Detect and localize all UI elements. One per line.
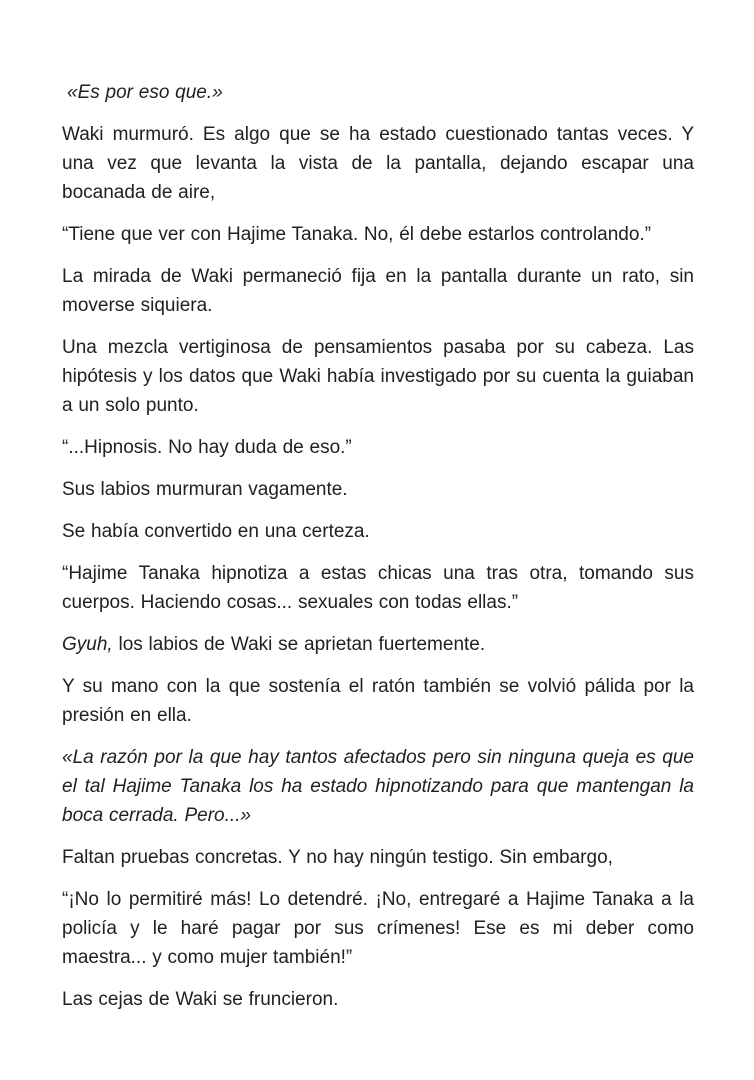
paragraph-narration: Sus labios murmuran vagamente.	[62, 479, 348, 500]
paragraph-narration: Faltan pruebas concretas. Y no hay ningún testigo. Sin embargo,	[62, 847, 613, 868]
paragraph-narration: Las cejas de Waki se fruncieron.	[62, 989, 339, 1010]
paragraph-narration	[62, 630, 694, 659]
paragraph-inner-thought: «Es por eso que.»	[67, 82, 223, 103]
paragraph-dialogue: “...Hipnosis. No hay duda de eso.”	[62, 437, 352, 458]
paragraph-narration: Se había convertido en una certeza.	[62, 521, 370, 542]
paragraph-inner-thought: «La razón por la que hay tantos afectados pero sin ninguna queja es que el tal Hajime Tanaka los ha estado hipnotizando para que mantengan la boca cerrada. Pero...»	[62, 747, 694, 826]
paragraph-dialogue: “Hajime Tanaka hipnotiza a estas chicas una tras otra, tomando sus cuerpos. Haciendo cosas... sexuales con todas ellas.”	[62, 563, 694, 613]
paragraph-narration: Waki murmuró. Es algo que se ha estado cuestionado tantas veces. Y una vez que levanta la vista de la pantalla, dejando escapar una bocanada de aire,	[62, 124, 694, 203]
paragraph-dialogue: “¡No lo permitiré más! Lo detendré. ¡No, entregaré a Hajime Tanaka a la policía y le haré pagar por sus crímenes! Ese es mi deber como maestra... y como mujer también!”	[62, 889, 694, 968]
paragraph-narration: La mirada de Waki permaneció fija en la pantalla durante un rato, sin moverse siquiera.	[62, 266, 694, 316]
paragraph-narration: Y su mano con la que sostenía el ratón también se volvió pálida por la presión en ella.	[62, 676, 694, 726]
onomatopoeia-italic: Gyuh,	[62, 634, 113, 655]
paragraph-rest: los labios de Waki se aprietan fuertemente.	[112, 634, 486, 655]
paragraph-dialogue: “Tiene que ver con Hajime Tanaka. No, él debe estarlos controlando.”	[62, 224, 652, 245]
paragraph-narration: Una mezcla vertiginosa de pensamientos pasaba por su cabeza. Las hipótesis y los datos que Waki había investigado por su cuenta la guiaban a un solo punto.	[62, 337, 694, 416]
